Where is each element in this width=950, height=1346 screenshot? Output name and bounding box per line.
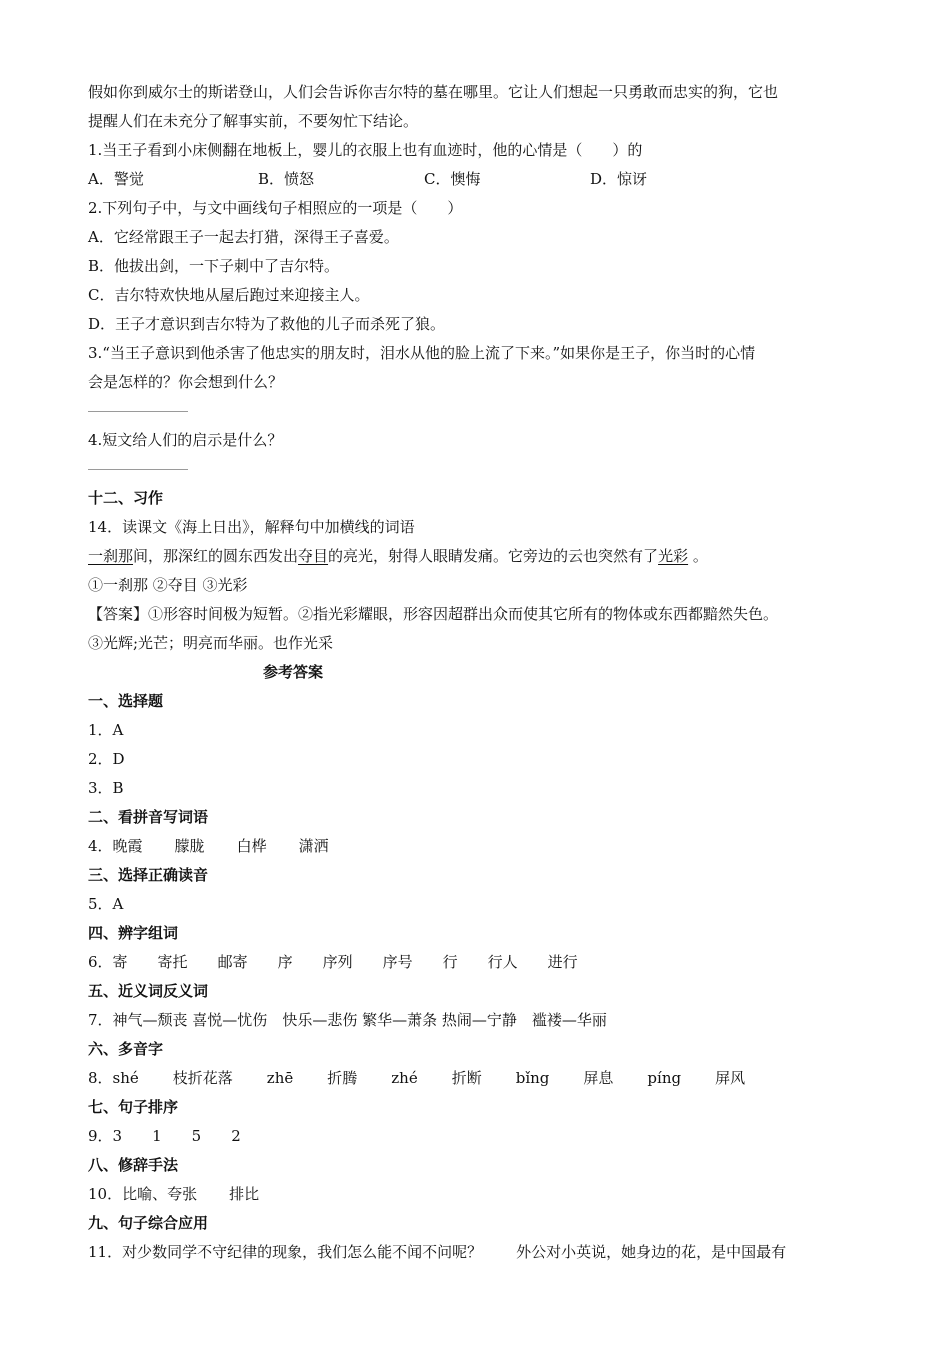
q14-terms: ①一刹那 ②夺目 ③光彩 <box>88 576 248 594</box>
passage-line-2: 提醒人们在未充分了解事实前，不要匆忙下结论。 <box>88 112 419 130</box>
underlined-term: 一刹那 <box>88 547 134 565</box>
answer-word: bǐng <box>515 1069 550 1087</box>
q14-stem: 14．读课文《海上日出》，解释句中加横线的词语 <box>88 518 415 536</box>
section-heading: 十二、习作 <box>88 489 164 507</box>
q4-stem: 4.短文给人们的启示是什么？ <box>88 431 283 449</box>
answer-row <box>88 1122 868 1151</box>
section-heading: 二、看拼音写词语 <box>88 808 209 826</box>
q14-sentence: 一刹那间，那深红的圆东西发出夺目的亮光，射得人眼睛发痛。它旁边的云也突然有了光彩 。 <box>88 547 708 565</box>
q2-option-d: D．王子才意识到吉尔特为了救他的儿子而杀死了狼。 <box>88 315 446 333</box>
answer-item: 3．B <box>88 779 124 797</box>
q1-option-a: A．警觉 <box>88 170 144 188</box>
answer-row <box>88 1064 868 1093</box>
q2-option-c: C．吉尔特欢快地从屋后跑过来迎接主人。 <box>88 286 370 304</box>
answer-word: píng <box>647 1069 682 1087</box>
answer-word: 4．晚霞 <box>88 837 143 855</box>
section-heading: 三、选择正确读音 <box>88 866 209 884</box>
answer-word: 枝折花落 <box>172 1069 233 1087</box>
answer-word: 邮寄 <box>217 953 248 971</box>
answer-word: 屏息 <box>583 1069 614 1087</box>
answer-word: 潇洒 <box>298 837 329 855</box>
answer-word: 1 <box>152 1127 162 1145</box>
section-heading: 八、修辞手法 <box>88 1156 179 1174</box>
q1-stem: 1.当王子看到小床侧翻在地板上，婴儿的衣服上也有血迹时，他的心情是（ ）的 <box>88 141 643 159</box>
reference-answers-title: 参考答案 <box>263 663 324 681</box>
section-heading: 四、辨字组词 <box>88 924 179 942</box>
underlined-term: 光彩 <box>658 547 689 565</box>
q2-option-b: B．他拔出剑，一下子刺中了吉尔特。 <box>88 257 340 275</box>
answer-word: 9．3 <box>88 1127 123 1145</box>
q14-answer-line-2: ③光辉;光芒；明亮而华丽。也作光采 <box>88 634 334 652</box>
answer-word: 屏风 <box>715 1069 746 1087</box>
answer-word: 行 <box>442 953 458 971</box>
answer-word: 排比 <box>229 1185 260 1203</box>
answer-sentence: 外公对小英说，她身边的花，是中国最有 <box>516 1243 787 1261</box>
answer-row <box>88 1238 868 1267</box>
section-heading: 七、句子排序 <box>88 1098 179 1116</box>
q1-options <box>88 165 868 194</box>
answer-word: zhé <box>391 1069 418 1087</box>
section-heading: 一、选择题 <box>88 692 164 710</box>
q3-line-2: 会是怎样的？你会想到什么？ <box>88 373 284 391</box>
answer-word: 朦胧 <box>174 837 205 855</box>
q1-option-d: D．惊讶 <box>590 170 648 188</box>
answer-word: zhē <box>266 1069 294 1087</box>
document-page <box>88 78 868 1267</box>
answer-word: 寄托 <box>157 953 188 971</box>
underlined-term: 夺目 <box>298 547 329 565</box>
q2-stem: 2.下列句子中，与文中画线句子相照应的一项是（ ） <box>88 199 463 217</box>
answer-word: 10．比喻、夸张 <box>88 1185 198 1203</box>
answer-item: 5．A <box>88 895 124 913</box>
answer-word: 折断 <box>451 1069 482 1087</box>
answer-word: 折腾 <box>327 1069 358 1087</box>
answer-item: 1．A <box>88 721 124 739</box>
answer-row <box>88 948 868 977</box>
answer-word: 8．shé <box>88 1069 139 1087</box>
q3-line-1: 3.“当王子意识到他杀害了他忠实的朋友时，泪水从他的脸上流了下来。”如果你是王子，你当时的心情 <box>88 344 756 362</box>
answer-word: 序列 <box>322 953 353 971</box>
section-heading: 五、近义词反义词 <box>88 982 209 1000</box>
answer-word: 白桦 <box>236 837 267 855</box>
answer-word: 序号 <box>382 953 413 971</box>
q14-answer-line-1: 【答案】①形容时间极为短暂。②指光彩耀眼，形容因超群出众而使其它所有的物体或东西都黯然失色。 <box>88 605 779 623</box>
section-heading: 六、多音字 <box>88 1040 164 1058</box>
q2-option-a: A．它经常跟王子一起去打猎，深得王子喜爱。 <box>88 228 399 246</box>
answer-blank-line <box>88 411 188 412</box>
answer-item: 2．D <box>88 750 125 768</box>
passage-line-1: 假如你到威尔士的斯诺登山，人们会告诉你吉尔特的墓在哪里。它让人们想起一只勇敢而忠实的狗，它也 <box>88 83 779 101</box>
answer-word: 进行 <box>547 953 578 971</box>
answer-word: 5 <box>191 1127 202 1145</box>
answer-row <box>88 1180 868 1209</box>
answer-item: 7．神气—颓丧 喜悦—忧伤 快乐—悲伤 繁华—萧条 热闹—宁静 褴褛—华丽 <box>88 1011 607 1029</box>
answer-word: 行人 <box>487 953 518 971</box>
q1-option-b: B．愤怒 <box>258 170 315 188</box>
answer-word: 序 <box>277 953 293 971</box>
section-heading: 九、句子综合应用 <box>88 1214 209 1232</box>
q1-option-c: C．懊悔 <box>424 170 481 188</box>
answer-sentence: 11．对少数同学不守纪律的现象，我们怎么能不闻不问呢？ <box>88 1243 483 1261</box>
answer-word: 6．寄 <box>88 953 128 971</box>
answer-word: 2 <box>231 1127 241 1145</box>
answer-row <box>88 832 868 861</box>
answer-blank-line <box>88 469 188 470</box>
